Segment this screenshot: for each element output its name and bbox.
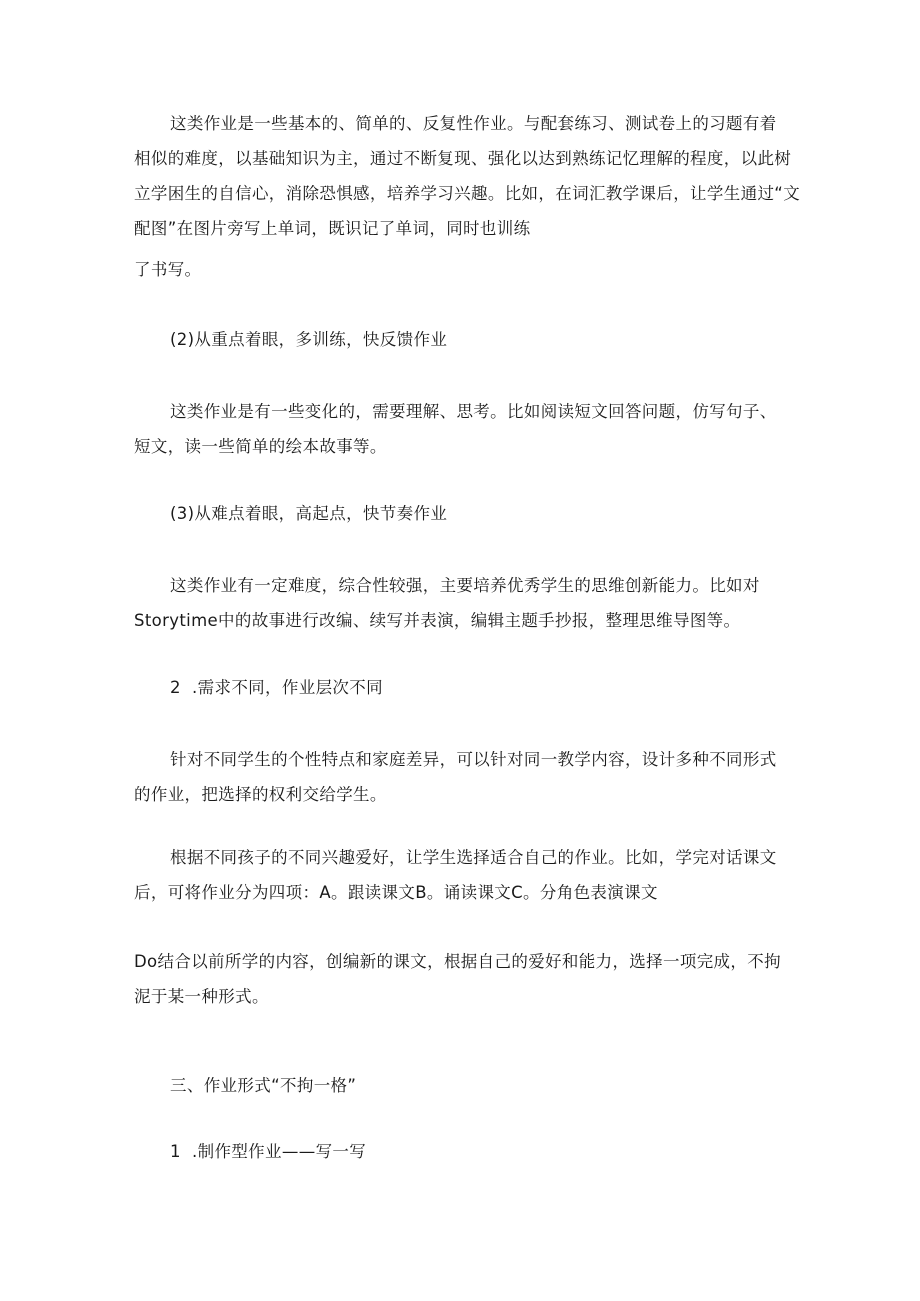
section-3-heading [134,1068,794,1103]
text-line: 了书写。 [134,260,202,279]
text-line: Storytime中的故事进行改编、续写并表演，编辑主题手抄报，整理思维导图等。 [134,611,741,630]
heading-key-points [134,322,794,357]
subsection-3-1-heading [134,1134,794,1169]
paragraph-different-needs [134,742,794,812]
subsection-2-heading [134,670,794,705]
paragraph-interests [134,840,794,910]
text-line: 针对不同学生的个性特点和家庭差异，可以针对同一教学内容，设计多种不同形式 [170,750,777,769]
text-line: 短文，读一些简单的绘本故事等。 [134,437,387,456]
paragraph-basic-homework [134,106,801,246]
text-line: 这类作业是有一些变化的，需要理解、思考。比如阅读短文回答问题，仿写句子、 [170,402,777,421]
text-line: 的作业，把选择的权利交给学生。 [134,785,387,804]
text-line: 相似的难度，以基础知识为主，通过不断复现、强化以达到熟练记忆理解的程度，以此树 [134,149,792,168]
text-line: 这类作业是一些基本的、简单的、反复性作业。与配套练习、测试卷上的习题有着 [170,114,777,133]
paragraph-key-points-homework [134,394,794,464]
text-line: 立学困生的自信心，消除恐惧感，培养学习兴趣。比如，在词汇教学课后，让学生通过“文 [134,184,801,203]
heading-text: (3)从难点着眼，高起点，快节奏作业 [170,504,448,523]
text-line: Do结合以前所学的内容，创编新的课文，根据自己的爱好和能力，选择一项完成，不拘 [134,952,781,971]
text-line: 根据不同孩子的不同兴趣爱好，让学生选择适合自己的作业。比如，学完对话课文 [170,848,777,867]
text-line: 泥于某一种形式。 [134,987,269,1006]
heading-text: 2 .需求不同，作业层次不同 [170,678,383,697]
text-line: 后，可将作业分为四项：A。跟读课文B。诵读课文C。分角色表演课文 [134,883,658,902]
heading-difficult-points [134,496,794,531]
paragraph-tail [134,252,794,287]
paragraph-difficult-homework [134,568,794,638]
text-line: 这类作业有一定难度，综合性较强，主要培养优秀学生的思维创新能力。比如对 [170,576,760,595]
heading-text: (2)从重点着眼，多训练，快反馈作业 [170,330,448,349]
text-line: 配图”在图片旁写上单词，既识记了单词，同时也训练 [134,219,531,238]
heading-text: 1 .制作型作业——写一写 [170,1142,367,1161]
paragraph-option-d [134,938,794,1008]
heading-text: 三、作业形式“不拘一格” [170,1076,357,1095]
